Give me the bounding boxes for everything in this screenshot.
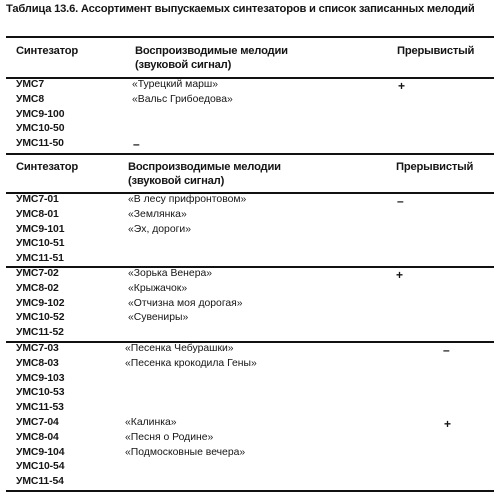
melody-item: «Песенка крокодила Гены» <box>125 357 257 369</box>
melody-dash-section1: – <box>133 137 140 151</box>
synth-item: УМС10-54 <box>16 461 65 473</box>
header-melodies-line1: Воспроизводимые мелодии <box>128 161 281 173</box>
melody-item: «В лесу прифронтовом» <box>128 194 247 205</box>
synth-item: УМС10-52 <box>16 312 65 324</box>
melody-item: «Зорька Венера» <box>128 268 213 279</box>
header-melodies-line2: (звуковой сигнал) <box>135 59 232 71</box>
synth-list-section4 <box>16 342 64 416</box>
melody-item: «Землянка» <box>128 208 187 220</box>
synth-item: УМС8-01 <box>16 208 59 220</box>
table-bottom-rule <box>6 490 494 492</box>
synth-item: УМС7-02 <box>16 268 59 279</box>
synth-item: УМС10-53 <box>16 387 65 399</box>
synth-list-section2 <box>16 193 64 267</box>
synth-item: УМС10-51 <box>16 238 65 250</box>
melody-list-section5 <box>125 416 245 460</box>
synth-item: УМС8 <box>16 93 45 105</box>
synth-list-section1 <box>16 78 64 152</box>
melody-list-section1 <box>132 78 233 108</box>
synth-item: УМС11-52 <box>16 327 64 339</box>
synth-item: УМС9-104 <box>16 446 65 458</box>
synth-item: УМС7-01 <box>16 194 59 205</box>
synth-item: УМС7-04 <box>16 417 59 428</box>
table-top-rule <box>6 36 494 38</box>
synth-item: УМС8-02 <box>16 282 59 294</box>
intermittent-mark-section1: + <box>398 79 406 93</box>
synth-item: УМС11-51 <box>16 253 64 265</box>
section2-bottom-rule <box>6 266 494 268</box>
synth-item: УМС8-04 <box>16 431 59 443</box>
header1-bottom-rule <box>6 77 494 79</box>
synth-item: УМС7 <box>16 79 45 90</box>
intermittent-mark-section2: – <box>397 194 404 208</box>
melody-list-section3 <box>128 267 243 326</box>
melody-list-section2 <box>128 193 246 237</box>
melody-item: «Крыжачок» <box>128 282 188 294</box>
intermittent-mark-section4: – <box>443 343 450 357</box>
synth-list-section5 <box>16 416 64 490</box>
synth-item: УМС10-50 <box>16 123 65 135</box>
header-melodies-line1: Воспроизводимые мелодии <box>135 45 288 57</box>
melody-item: «Сувениры» <box>128 312 189 324</box>
header-synth: Синтезатор <box>16 45 79 57</box>
melody-item: «Подмосковные вечера» <box>125 446 246 458</box>
synth-item: УМС8-03 <box>16 357 59 369</box>
synth-item: УМС7-03 <box>16 343 59 354</box>
melody-list-section4 <box>125 342 257 372</box>
header-melodies-repeat <box>128 160 281 188</box>
synth-item: УМС11-50 <box>16 138 64 150</box>
intermittent-mark-section3: + <box>396 268 404 282</box>
synth-item: УМС11-54 <box>16 476 64 488</box>
intermittent-mark-section5: + <box>444 417 452 431</box>
header-intermittent: Прерывистый <box>397 45 475 57</box>
melody-item: «Калинка» <box>125 417 177 428</box>
synth-item: УМС11-53 <box>16 402 64 414</box>
header2-bottom-rule <box>6 192 494 194</box>
table-caption: Таблица 13.6. Ассортимент выпускаемых синтезаторов и список записанных мелодий <box>6 3 475 15</box>
synth-item: УМС9-102 <box>16 297 65 309</box>
header-melodies <box>135 44 288 72</box>
header-synth-repeat: Синтезатор <box>16 161 79 173</box>
melody-item: «Песня о Родине» <box>125 431 214 443</box>
synth-item: УМС9-100 <box>16 108 65 120</box>
melody-item: «Эх, дороги» <box>128 223 191 235</box>
section1-bottom-rule <box>6 153 494 155</box>
synth-item: УМС9-101 <box>16 223 65 235</box>
synth-item: УМС9-103 <box>16 372 65 384</box>
header-intermittent-repeat: Прерывистый <box>396 161 474 173</box>
melody-item: «Отчизна моя дорогая» <box>128 297 243 309</box>
synth-list-section3 <box>16 267 64 341</box>
melody-item: «Турецкий марш» <box>132 79 218 90</box>
melody-item: «Вальс Грибоедова» <box>132 93 233 105</box>
melody-item: «Песенка Чебурашки» <box>125 343 234 354</box>
header-melodies-line2: (звуковой сигнал) <box>128 175 225 187</box>
